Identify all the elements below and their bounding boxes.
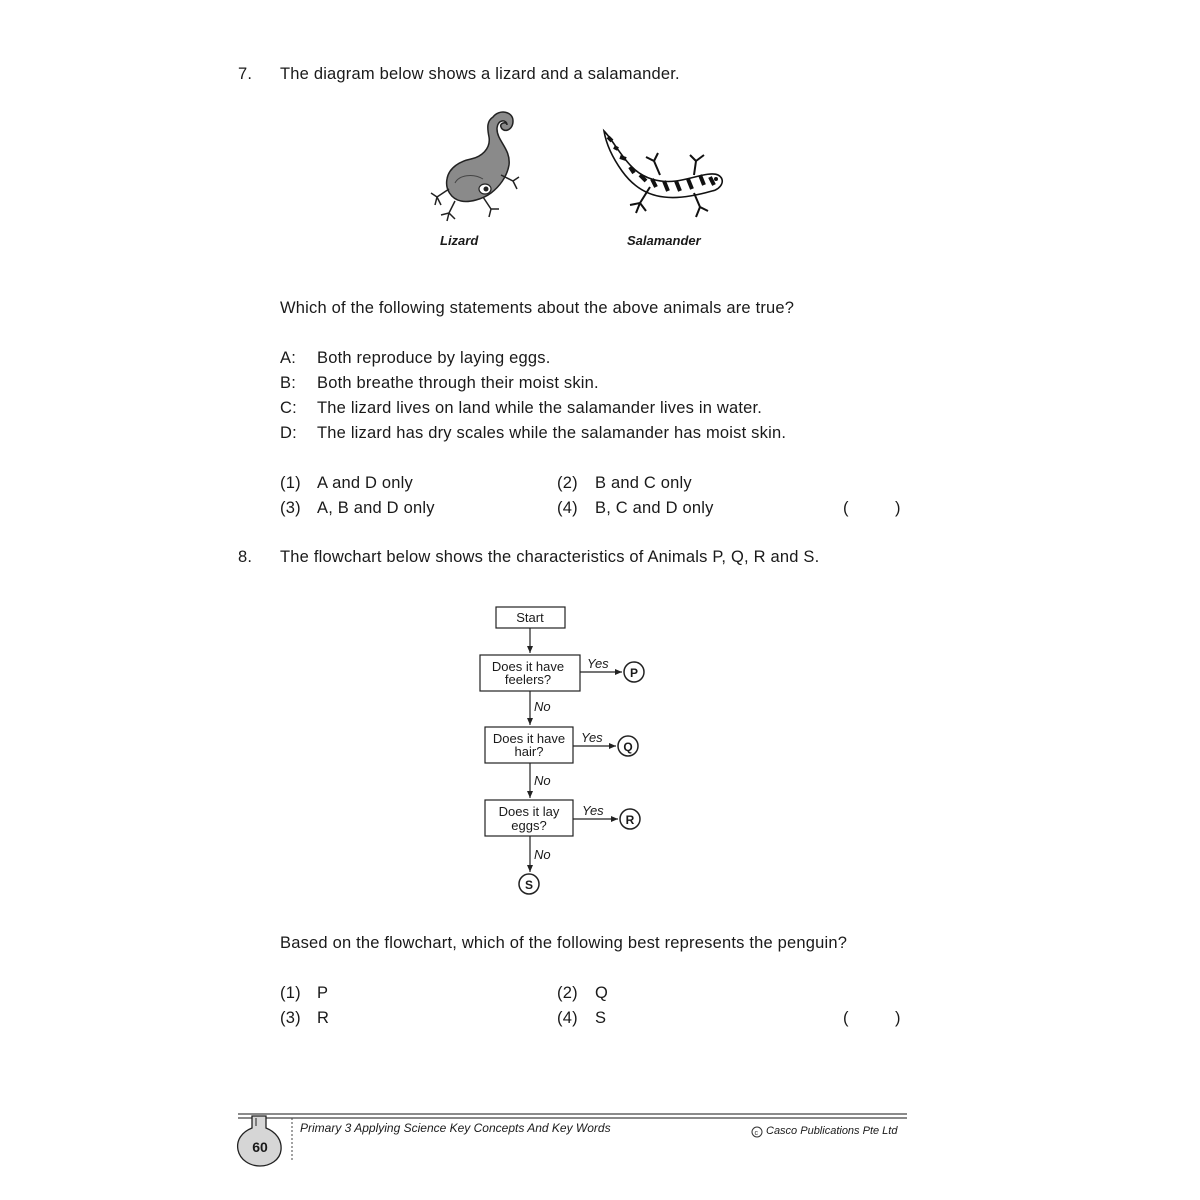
- option-number: (2): [557, 984, 578, 1002]
- answer-bracket-open: (: [843, 499, 849, 517]
- decision-3-line-2: eggs?: [511, 818, 547, 833]
- yes-label-3: Yes: [582, 803, 604, 818]
- question-7-number: 7.: [238, 65, 253, 83]
- statement-letter: B:: [280, 374, 296, 392]
- option-number: (4): [557, 499, 578, 517]
- statement-text: The lizard has dry scales while the salamander has moist skin.: [317, 424, 787, 442]
- question-7-stem: The diagram below shows a lizard and a salamander.: [280, 65, 680, 83]
- option-text[interactable]: S: [595, 1009, 607, 1027]
- option-text[interactable]: A and D only: [317, 474, 413, 492]
- option-number: (1): [280, 474, 301, 492]
- option-number: (3): [280, 1009, 301, 1027]
- option-text[interactable]: R: [317, 1009, 330, 1027]
- question-8-number: 8.: [238, 548, 253, 566]
- question-8-prompt: Based on the flowchart, which of the following best represents the penguin?: [280, 934, 848, 952]
- no-label-1: No: [534, 699, 551, 714]
- yes-label-1: Yes: [587, 656, 609, 671]
- answer-bracket-close: ): [895, 1009, 901, 1027]
- page-number: 60: [252, 1139, 268, 1155]
- statement-letter: A:: [280, 349, 296, 367]
- book-title: Primary 3 Applying Science Key Concepts And Key Words: [300, 1121, 611, 1135]
- option-number: (1): [280, 984, 301, 1002]
- node-p-label: P: [629, 666, 639, 680]
- statement-letter: D:: [280, 424, 297, 442]
- copyright-text: Casco Publications Pte Ltd: [766, 1125, 898, 1137]
- option-text[interactable]: A, B and D only: [317, 499, 435, 517]
- decision-3-line-1: Does it lay: [498, 804, 560, 819]
- option-number: (4): [557, 1009, 578, 1027]
- no-label-3: No: [534, 847, 551, 862]
- answer-bracket-open: (: [843, 1009, 849, 1027]
- salamander-caption: Salamander: [627, 233, 701, 248]
- decision-1-line-1: Does it have: [491, 659, 565, 674]
- option-text[interactable]: B, C and D only: [595, 499, 714, 517]
- decision-1-line-2: feelers?: [504, 672, 552, 687]
- decision-2-line-2: hair?: [514, 744, 544, 759]
- no-label-2: No: [534, 773, 551, 788]
- option-number: (2): [557, 474, 578, 492]
- answer-bracket-close: ): [895, 499, 901, 517]
- option-text[interactable]: P: [317, 984, 329, 1002]
- node-q-label: Q: [623, 740, 633, 754]
- option-number: (3): [280, 499, 301, 517]
- statement-text: Both breathe through their moist skin.: [317, 374, 599, 392]
- option-text[interactable]: B and C only: [595, 474, 692, 492]
- start-label: Start: [516, 610, 544, 625]
- node-s-label: S: [524, 878, 534, 892]
- question-7-prompt: Which of the following statements about the above animals are true?: [280, 299, 795, 317]
- statement-text: The lizard lives on land while the salamander lives in water.: [317, 399, 763, 417]
- decision-2-line-1: Does it have: [492, 731, 566, 746]
- copyright-icon: c: [754, 1130, 758, 1137]
- statement-letter: C:: [280, 399, 297, 417]
- lizard-caption: Lizard: [440, 233, 479, 248]
- node-r-label: R: [625, 813, 635, 827]
- yes-label-2: Yes: [581, 730, 603, 745]
- option-text[interactable]: Q: [595, 984, 609, 1002]
- statement-text: Both reproduce by laying eggs.: [317, 349, 551, 367]
- question-8-stem: The flowchart below shows the characteristics of Animals P, Q, R and S.: [280, 548, 820, 566]
